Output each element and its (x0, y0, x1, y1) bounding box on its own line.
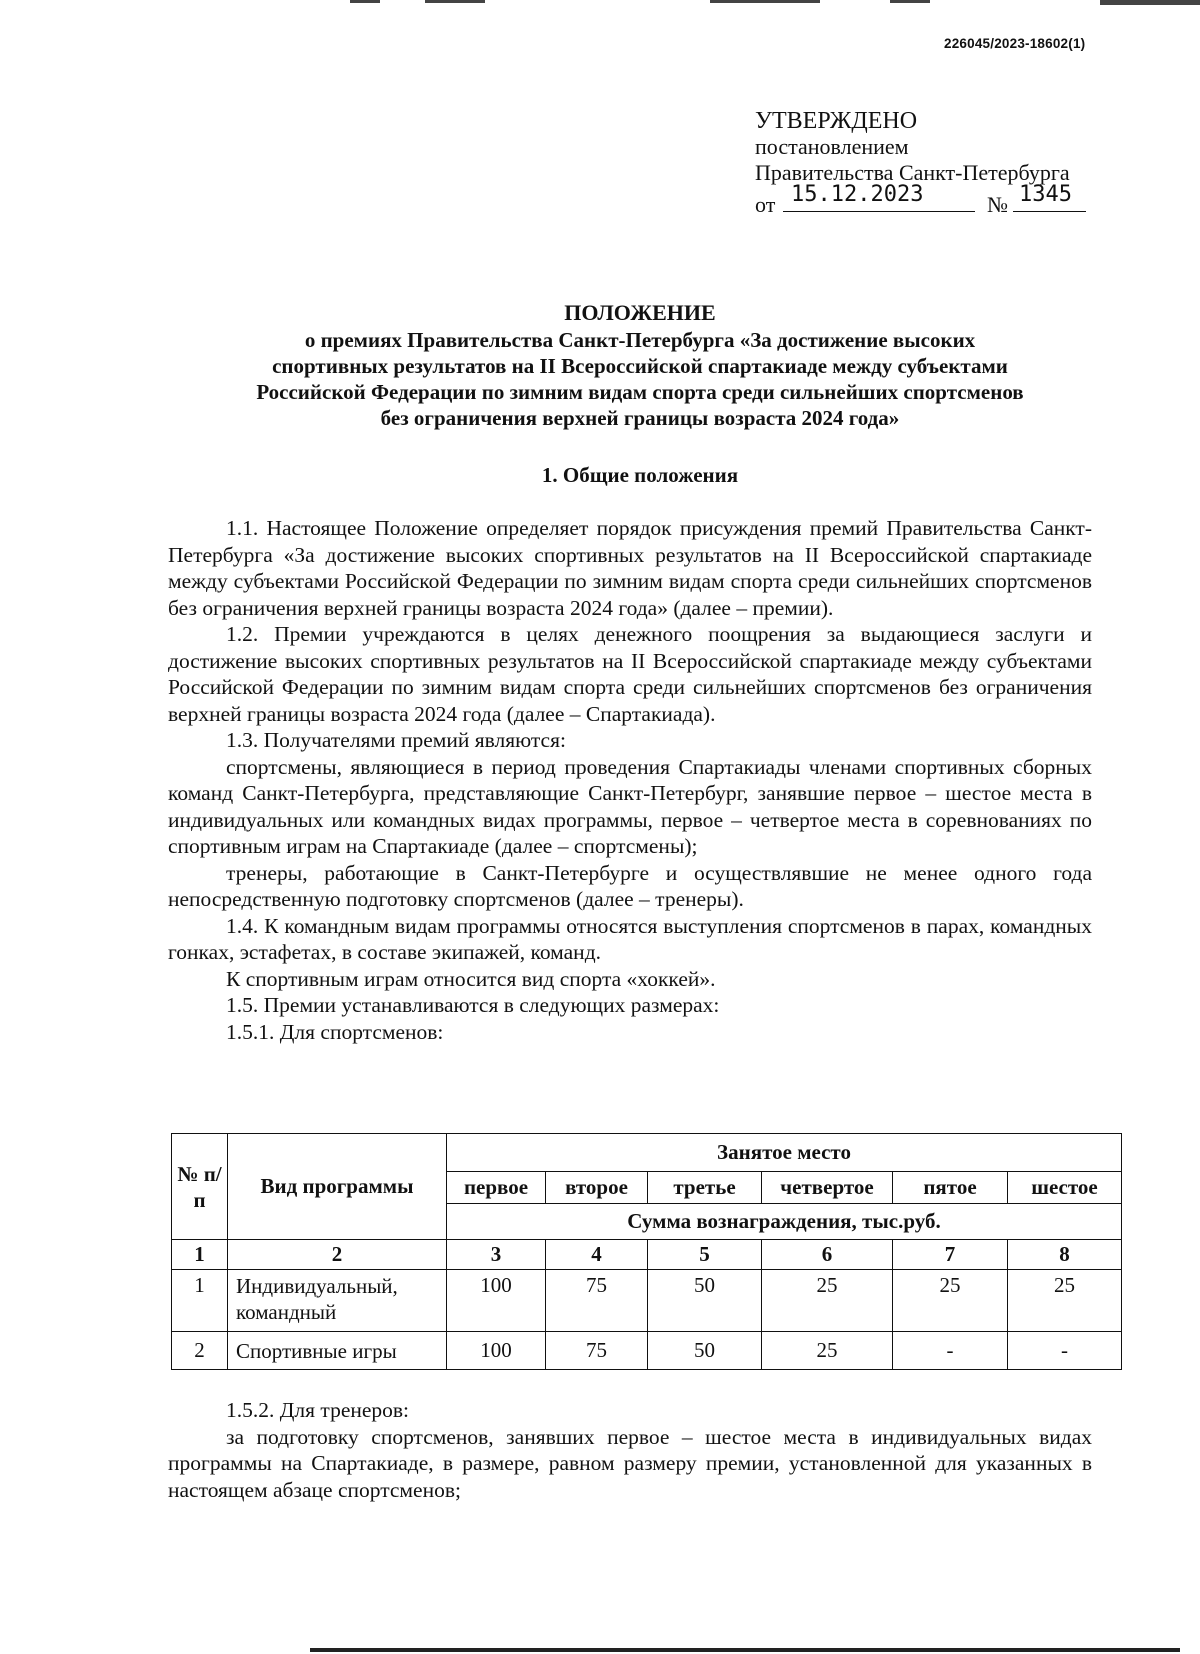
approval-line-1: УТВЕРЖДЕНО (755, 108, 918, 134)
paragraph-1-5-2-coaches: за подготовку спортсменов, занявших первое – шестое места в индивидуальных видах программы на Спартакиаде, в размере, равном размеру премии, установленной для указанных в настоящем абзаце спортсменов; (168, 1424, 1092, 1502)
paragraph-1-1: 1.1. Настоящее Положение определяет порядок присуждения премий Правительства Санкт-Петербурга «За достижение высоких спортивных результатов на II Всероссийской спартакиаде между субъектами Российской Федерации по зимним видам спорта среди сильнейших спортсменов без ограничения верхней границы возраста 2024 года» (далее – премии). (168, 516, 1092, 620)
col-number: 2 (228, 1240, 447, 1270)
col-number: 8 (1008, 1240, 1122, 1270)
body-section-1-5-2 (168, 1397, 1092, 1503)
header-place-2: второе (546, 1172, 648, 1204)
row-value: - (893, 1332, 1008, 1370)
approval-line-3: Правительства Санкт-Петербурга (755, 160, 1070, 185)
paragraph-1-3-coaches: тренеры, работающие в Санкт-Петербурге и осуществлявшие не менее одного года непосредственную подготовку спортсменов (далее – тренеры). (168, 860, 1092, 911)
col-number: 6 (762, 1240, 893, 1270)
approval-date-row (755, 182, 1115, 217)
paragraph-1-2: 1.2. Премии учреждаются в целях денежного поощрения за выдающиеся заслуги и достижение высоких спортивных результатов на II Всероссийской спартакиаде между субъектами Российской Федерации по зимним видам спорта среди сильнейших спортсменов без ограничения верхней границы возраста 2024 года (далее – Спартакиада). (168, 622, 1092, 726)
header-place-1: первое (447, 1172, 546, 1204)
row-value: 50 (648, 1332, 762, 1370)
scan-artifact-top (330, 0, 1200, 8)
number-prefix: № (987, 192, 1008, 217)
row-no: 1 (172, 1270, 228, 1332)
header-place-5: пятое (893, 1172, 1008, 1204)
awards-table (171, 1133, 1122, 1370)
row-value: - (1008, 1332, 1122, 1370)
row-value: 25 (1008, 1270, 1122, 1332)
paragraph-1-3-athletes: спортсмены, являющиеся в период проведения Спартакиады членами спортивных сборных команд Санкт-Петербурга, представляющие Санкт-Петербург, занявшие первое – шестое места в индивидуальных или командных видах программы, первое – четвертое места в соревнованиях по спортивным играм на Спартакиаде (далее – спортсмены); (168, 754, 1092, 858)
body-section-1 (168, 515, 1092, 1045)
row-value: 100 (447, 1332, 546, 1370)
paragraph-1-3: 1.3. Получателями премий являются: (226, 728, 566, 752)
approval-stamp (755, 108, 1115, 217)
paragraph-1-5-2: 1.5.2. Для тренеров: (226, 1398, 410, 1422)
col-number: 1 (172, 1240, 228, 1270)
col-number: 4 (546, 1240, 648, 1270)
paragraph-1-5: 1.5. Премии устанавливаются в следующих размерах: (226, 993, 720, 1017)
header-sum: Сумма вознаграждения, тыс.руб. (447, 1204, 1122, 1240)
section-heading: 1. Общие положения (541, 463, 739, 487)
header-place: Занятое место (447, 1134, 1122, 1172)
title-line-2: о премиях Правительства Санкт-Петербурга «За достижение высоких (304, 328, 976, 352)
row-program: Спортивные игры (228, 1332, 447, 1370)
header-place-6: шестое (1008, 1172, 1122, 1204)
title-line-3: спортивных результатов на II Всероссийской спартакиаде между субъектами (272, 354, 1008, 378)
paragraph-1-4: 1.4. К командным видам программы относятся выступления спортсменов в парах, командных гонках, эстафетах, в составе экипажей, команд. (168, 913, 1092, 964)
row-value: 75 (546, 1270, 648, 1332)
col-number: 5 (648, 1240, 762, 1270)
col-number: 3 (447, 1240, 546, 1270)
title-line-1: ПОЛОЖЕНИЕ (564, 300, 716, 325)
table-row (172, 1332, 1122, 1370)
row-no: 2 (172, 1332, 228, 1370)
approval-date: 15.12.2023 (783, 182, 975, 212)
row-value: 75 (546, 1332, 648, 1370)
header-no: № п/п (172, 1134, 228, 1240)
paragraph-1-5-1: 1.5.1. Для спортсменов: (226, 1019, 444, 1044)
approval-line-2: постановлением (755, 134, 909, 159)
header-place-4: четвертое (762, 1172, 893, 1204)
row-program: Индивидуальный, командный (228, 1270, 447, 1332)
scan-artifact-bottom (310, 1648, 1180, 1652)
row-value: 25 (893, 1270, 1008, 1332)
col-number: 7 (893, 1240, 1008, 1270)
table-row (172, 1270, 1122, 1332)
title-line-4: Российской Федерации по зимним видам спорта среди сильнейших спортсменов (256, 380, 1024, 404)
row-value: 25 (762, 1270, 893, 1332)
header-program: Вид программы (228, 1134, 447, 1240)
row-value: 50 (648, 1270, 762, 1332)
header-place-3: третье (648, 1172, 762, 1204)
date-prefix: от (755, 192, 776, 217)
title-line-5: без ограничения верхней границы возраста 2024 года» (380, 406, 900, 430)
approval-number: 1345 (1013, 182, 1086, 212)
document-id: 226045/2023-18602(1) (944, 36, 1086, 51)
document-title (170, 300, 1110, 431)
row-value: 100 (447, 1270, 546, 1332)
paragraph-1-4-games: К спортивным играм относится вид спорта «хоккей». (226, 966, 716, 991)
row-value: 25 (762, 1332, 893, 1370)
